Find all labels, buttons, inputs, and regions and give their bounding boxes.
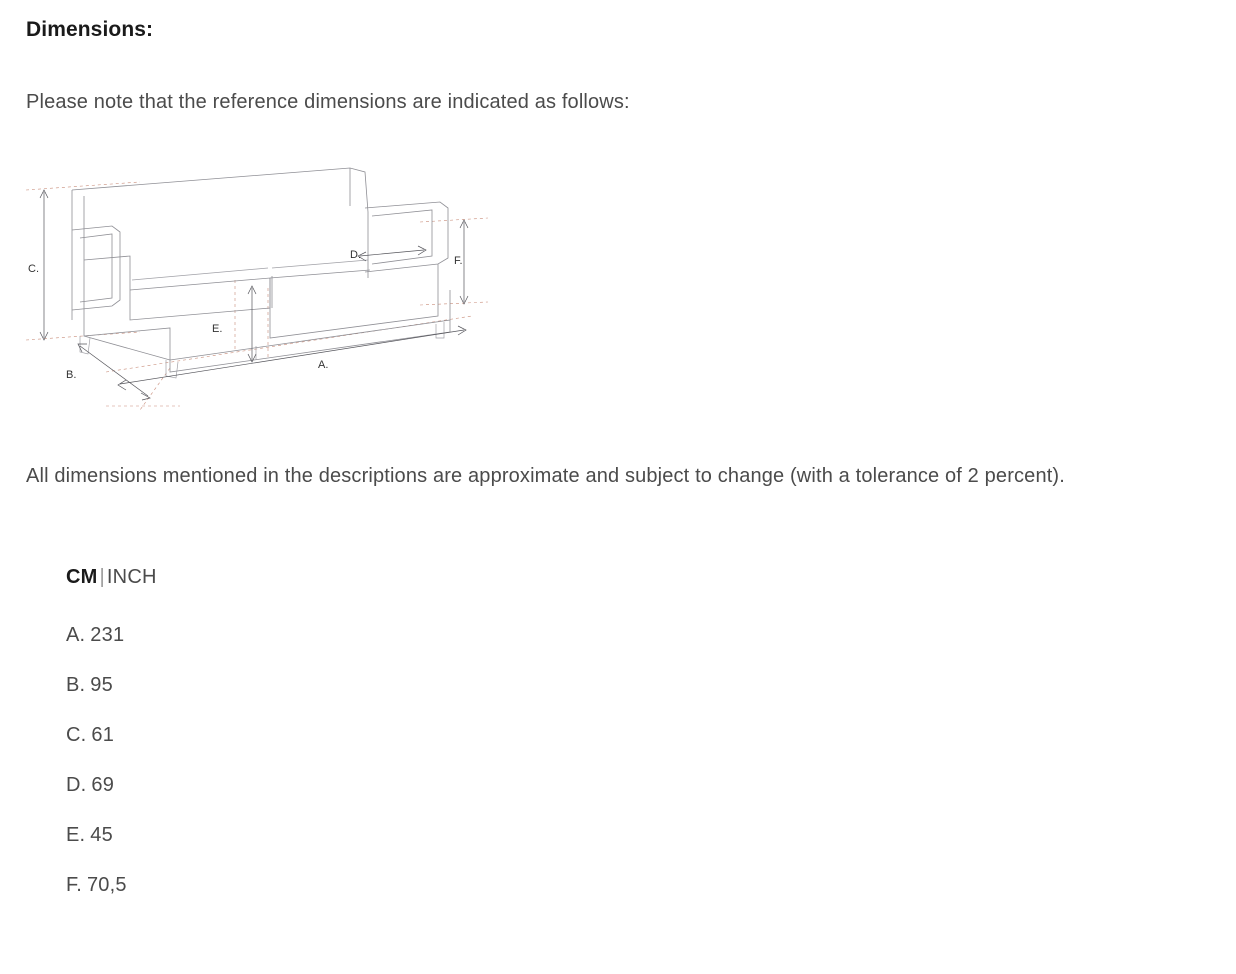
dimension-value-e: 45 [90,824,113,846]
callout-label-b: B. [66,369,77,381]
dimension-value-d: 69 [91,774,115,796]
callout-label-f: F. [454,255,463,267]
unit-separator: | [99,566,105,588]
callout-label-c: C. [28,263,39,275]
list-item [66,810,127,860]
dimension-label-e: E. [66,824,86,846]
unit-inch-label[interactable]: INCH [106,566,157,588]
dimension-value-a: 231 [90,624,125,646]
dimension-value-b: 95 [90,674,113,696]
list-item [66,610,127,660]
dimension-list [66,610,127,910]
tolerance-note: All dimensions mentioned in the descriptions are approximate and subject to change (with a tolerance of 2 percent). [26,465,1065,487]
sofa-dimension-diagram [20,160,540,420]
unit-cm-label[interactable]: CM [66,566,98,588]
unit-toggle[interactable] [66,566,157,589]
dimension-label-f: F. [66,874,82,896]
list-item [66,660,127,710]
callout-label-e: E. [212,323,223,335]
list-item [66,710,127,760]
callout-label-d: D. [350,249,361,261]
list-item [66,760,127,810]
callout-label-a: A. [318,359,329,371]
intro-text: Please note that the reference dimensions are indicated as follows: [26,91,630,113]
dimension-label-a: A. [66,624,86,646]
dimension-value-f: 70,5 [86,874,127,896]
dimension-label-d: D. [66,774,87,796]
page-title: Dimensions: [26,18,154,41]
list-item [66,860,127,910]
dimension-value-c: 61 [91,724,115,746]
dimension-label-c: C. [66,724,87,746]
dimension-label-b: B. [66,674,86,696]
